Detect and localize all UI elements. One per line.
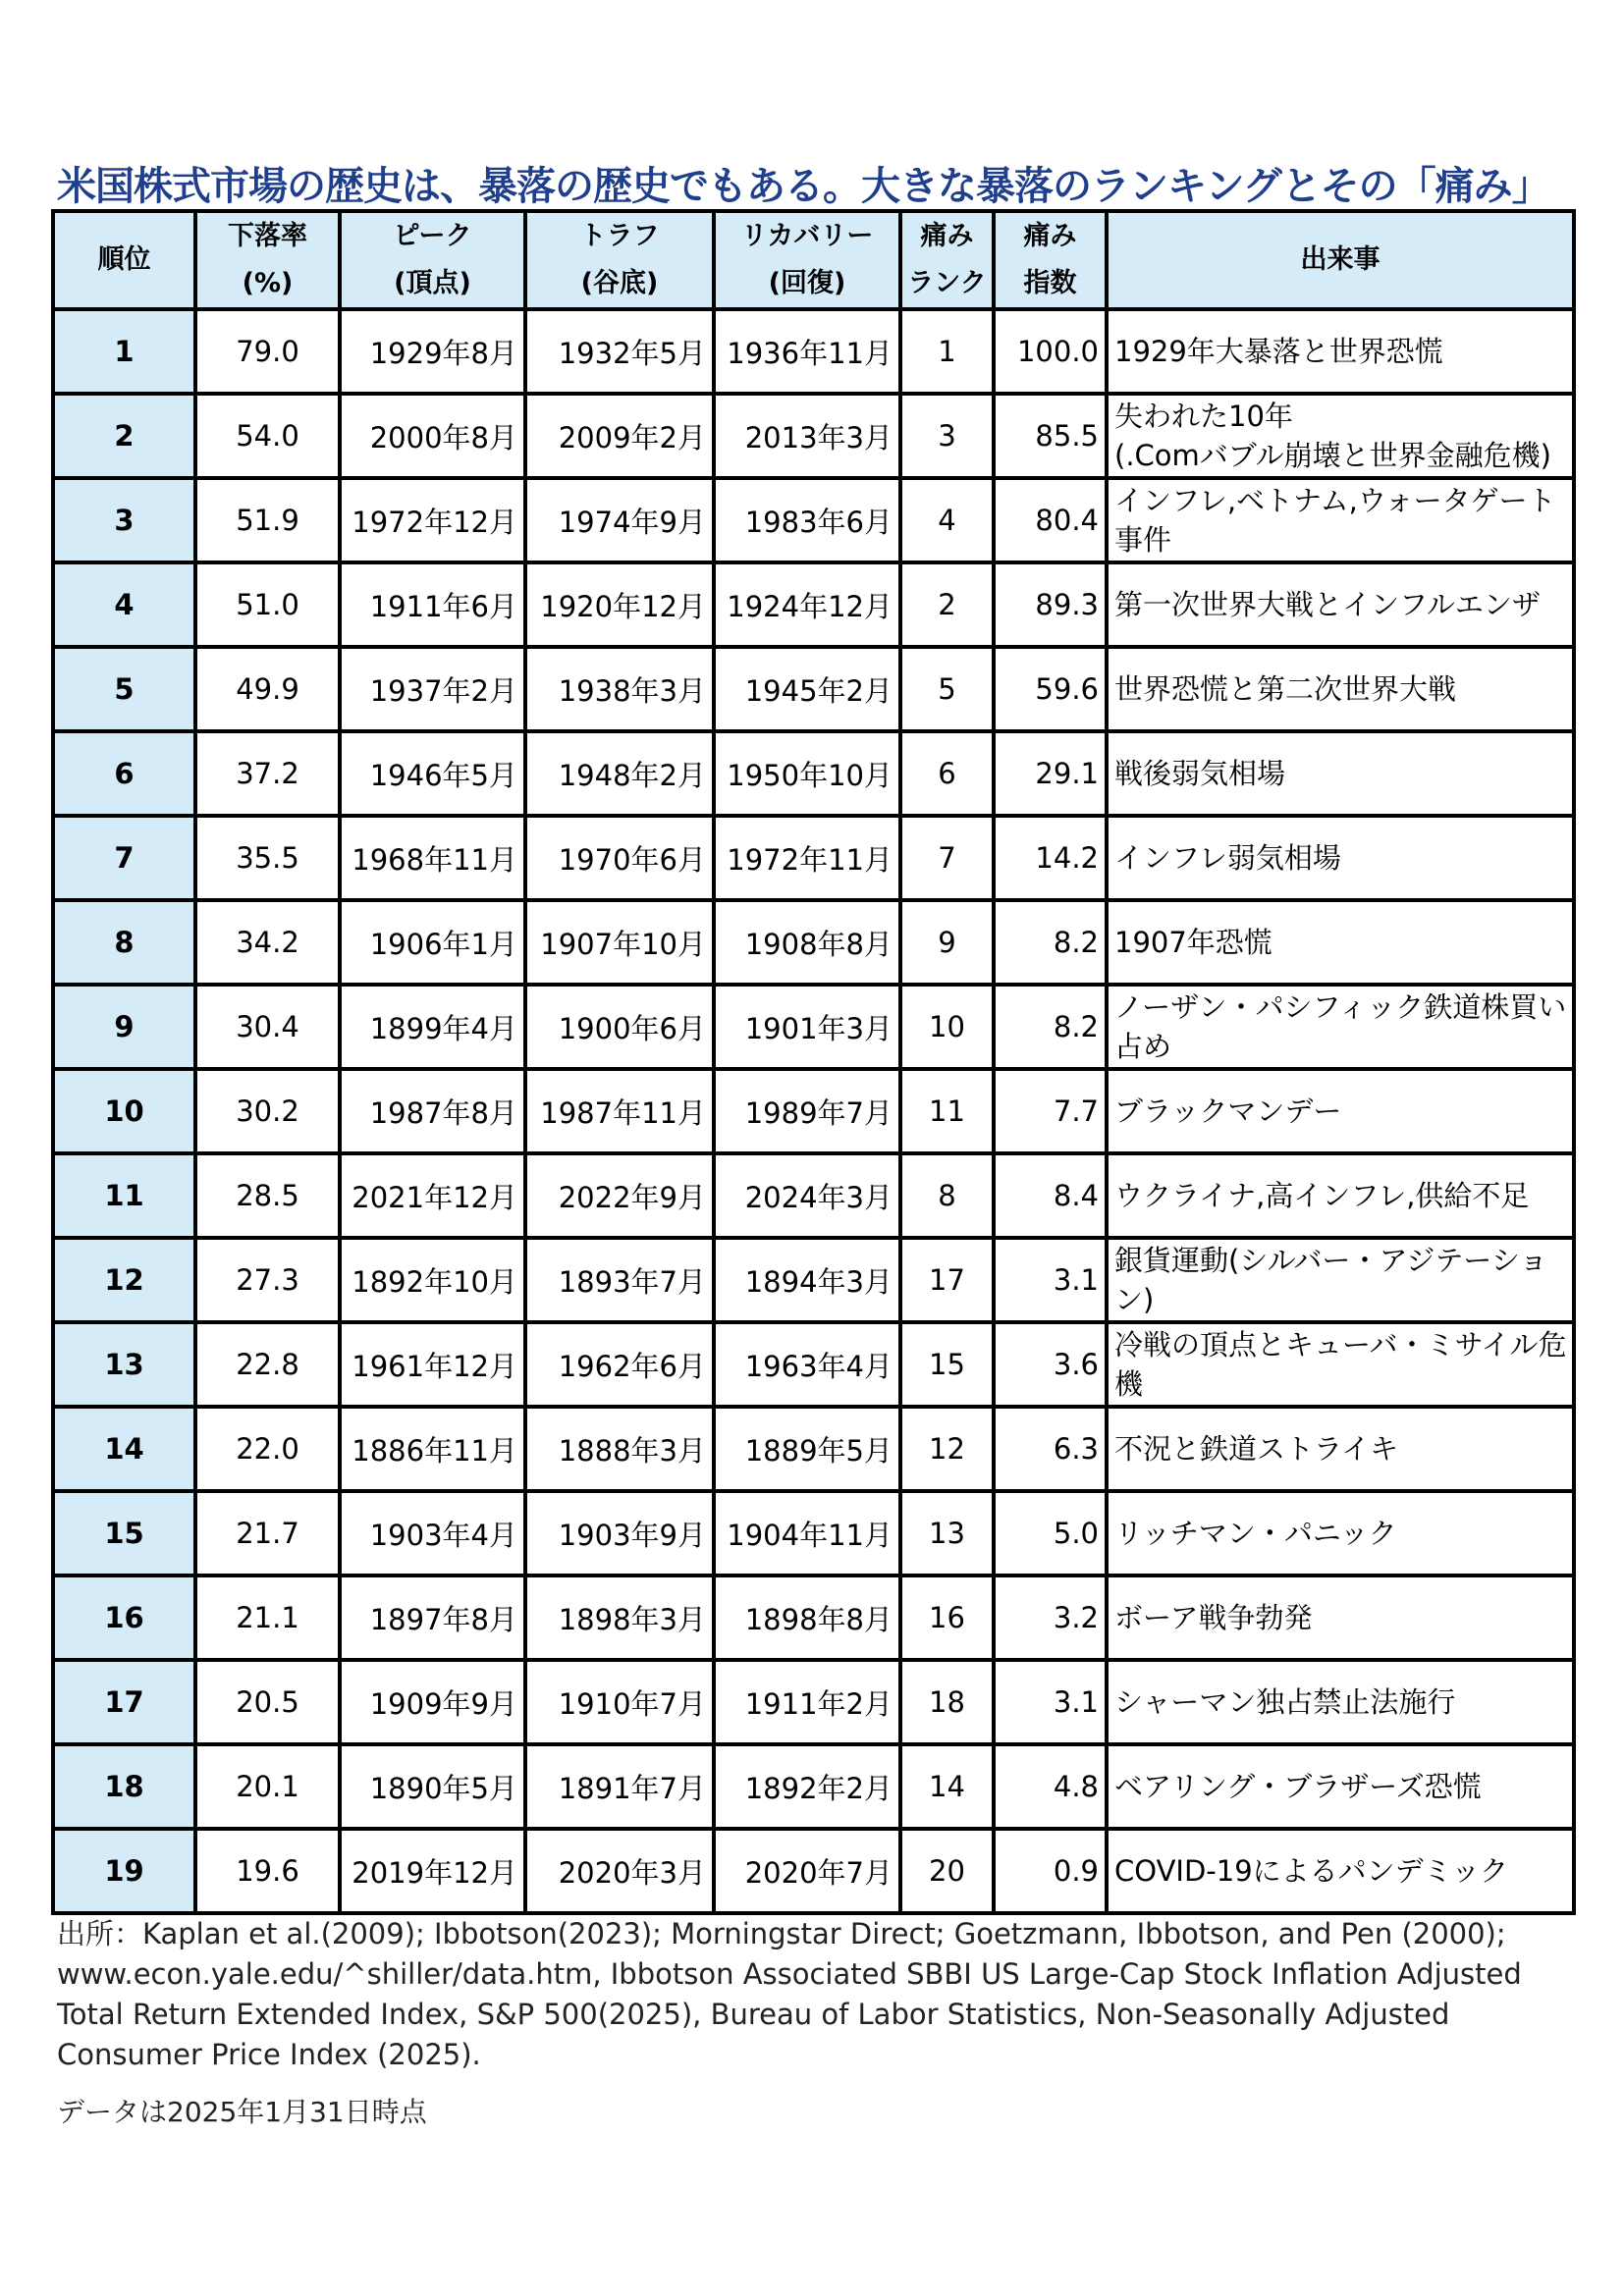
header-event: 出来事 bbox=[1107, 211, 1574, 309]
cell-trough: 1974年9月 bbox=[525, 478, 714, 562]
cell-trough: 1900年6月 bbox=[525, 985, 714, 1069]
table-row bbox=[53, 1322, 1574, 1407]
cell-pain-index: 89.3 bbox=[994, 562, 1107, 647]
cell-peak: 1946年5月 bbox=[340, 731, 525, 816]
cell-pain-index: 29.1 bbox=[994, 731, 1107, 816]
cell-recovery: 1972年11月 bbox=[714, 816, 900, 900]
cell-trough: 1932年5月 bbox=[525, 309, 714, 394]
cell-pain-index: 3.1 bbox=[994, 1660, 1107, 1744]
event-line: ブラックマンデー bbox=[1114, 1095, 1342, 1128]
cell-peak: 1899年4月 bbox=[340, 985, 525, 1069]
cell-recovery: 1911年2月 bbox=[714, 1660, 900, 1744]
cell-rank: 17 bbox=[53, 1660, 195, 1744]
cell-event bbox=[1107, 1069, 1574, 1153]
cell-pain-index: 8.4 bbox=[994, 1153, 1107, 1238]
cell-event bbox=[1107, 1322, 1574, 1407]
header-trough: トラフ (谷底) bbox=[525, 211, 714, 309]
cell-drop-percent: 22.8 bbox=[195, 1322, 340, 1407]
cell-recovery: 1898年8月 bbox=[714, 1575, 900, 1660]
cell-pain-rank: 1 bbox=[900, 309, 994, 394]
source-citation: 出所：Kaplan et al.(2009); Ibbotson(2023); Morningstar Direct; Goetzmann, Ibbotson, and Pen (2000); www.econ.yale.edu/^shiller/data.htm, Ibbotson Associated SBBI US Large-Cap Stock Inflation Adjusted Total Return Extended Index, S&P 500(2025), Bureau of Labor Statistics, Non-Seasonally Adjusted Consumer Price Index (2025). bbox=[57, 1917, 1522, 2071]
cell-recovery: 1908年8月 bbox=[714, 900, 900, 985]
cell-drop-percent: 51.0 bbox=[195, 562, 340, 647]
cell-trough: 1893年7月 bbox=[525, 1238, 714, 1322]
cell-pain-index: 8.2 bbox=[994, 985, 1107, 1069]
cell-pain-rank: 8 bbox=[900, 1153, 994, 1238]
cell-drop-percent: 22.0 bbox=[195, 1407, 340, 1491]
cell-peak: 1886年11月 bbox=[340, 1407, 525, 1491]
cell-event bbox=[1107, 816, 1574, 900]
cell-rank: 8 bbox=[53, 900, 195, 985]
cell-pain-index: 8.2 bbox=[994, 900, 1107, 985]
cell-event bbox=[1107, 394, 1574, 478]
cell-pain-rank: 15 bbox=[900, 1322, 994, 1407]
cell-recovery: 1904年11月 bbox=[714, 1491, 900, 1575]
cell-trough: 1920年12月 bbox=[525, 562, 714, 647]
cell-event bbox=[1107, 1153, 1574, 1238]
cell-trough: 1888年3月 bbox=[525, 1407, 714, 1491]
cell-pain-index: 7.7 bbox=[994, 1069, 1107, 1153]
cell-trough: 1987年11月 bbox=[525, 1069, 714, 1153]
cell-recovery: 2020年7月 bbox=[714, 1829, 900, 1913]
table-row bbox=[53, 478, 1574, 562]
event-line: COVID-19によるパンデミック bbox=[1114, 1854, 1509, 1888]
table-row bbox=[53, 394, 1574, 478]
cell-recovery: 1945年2月 bbox=[714, 647, 900, 731]
event-line: インフレ,ベトナム,ウォータゲート事件 bbox=[1114, 484, 1556, 557]
cell-recovery: 1894年3月 bbox=[714, 1238, 900, 1322]
cell-trough: 1948年2月 bbox=[525, 731, 714, 816]
cell-drop-percent: 54.0 bbox=[195, 394, 340, 478]
cell-drop-percent: 20.5 bbox=[195, 1660, 340, 1744]
cell-rank: 6 bbox=[53, 731, 195, 816]
cell-peak: 1897年8月 bbox=[340, 1575, 525, 1660]
cell-drop-percent: 51.9 bbox=[195, 478, 340, 562]
page-title: 米国株式市場の歴史は、暴落の歴史でもある。大きな暴落のランキングとその「痛み」 bbox=[57, 164, 1550, 209]
cell-recovery: 1989年7月 bbox=[714, 1069, 900, 1153]
table-row bbox=[53, 1660, 1574, 1744]
event-line: (.Comバブル崩壊と世界金融危機) bbox=[1114, 439, 1551, 472]
cell-pain-rank: 12 bbox=[900, 1407, 994, 1491]
event-line: インフレ弱気相場 bbox=[1114, 841, 1341, 875]
table-row bbox=[53, 900, 1574, 985]
cell-event bbox=[1107, 985, 1574, 1069]
cell-pain-index: 100.0 bbox=[994, 309, 1107, 394]
table-row bbox=[53, 309, 1574, 394]
cell-pain-rank: 9 bbox=[900, 900, 994, 985]
table-row bbox=[53, 1069, 1574, 1153]
cell-pain-index: 3.1 bbox=[994, 1238, 1107, 1322]
cell-trough: 1910年7月 bbox=[525, 1660, 714, 1744]
cell-pain-index: 5.0 bbox=[994, 1491, 1107, 1575]
cell-pain-rank: 7 bbox=[900, 816, 994, 900]
cell-trough: 1938年3月 bbox=[525, 647, 714, 731]
cell-pain-rank: 18 bbox=[900, 1660, 994, 1744]
cell-recovery: 1892年2月 bbox=[714, 1744, 900, 1829]
event-line: 銀貨運動(シルバー・アジテーション) bbox=[1114, 1244, 1548, 1316]
event-line: リッチマン・パニック bbox=[1114, 1517, 1397, 1550]
cell-peak: 1911年6月 bbox=[340, 562, 525, 647]
cell-rank: 3 bbox=[53, 478, 195, 562]
cell-drop-percent: 79.0 bbox=[195, 309, 340, 394]
crash-ranking-table bbox=[51, 209, 1576, 1915]
cell-trough: 2022年9月 bbox=[525, 1153, 714, 1238]
cell-pain-index: 4.8 bbox=[994, 1744, 1107, 1829]
cell-drop-percent: 37.2 bbox=[195, 731, 340, 816]
cell-peak: 1903年4月 bbox=[340, 1491, 525, 1575]
cell-peak: 1909年9月 bbox=[340, 1660, 525, 1744]
cell-pain-rank: 6 bbox=[900, 731, 994, 816]
cell-pain-index: 14.2 bbox=[994, 816, 1107, 900]
cell-peak: 2000年8月 bbox=[340, 394, 525, 478]
event-line: 1907年恐慌 bbox=[1114, 926, 1272, 959]
table-row bbox=[53, 1829, 1574, 1913]
cell-rank: 16 bbox=[53, 1575, 195, 1660]
cell-trough: 1970年6月 bbox=[525, 816, 714, 900]
cell-rank: 4 bbox=[53, 562, 195, 647]
table-row bbox=[53, 562, 1574, 647]
cell-drop-percent: 21.1 bbox=[195, 1575, 340, 1660]
cell-rank: 11 bbox=[53, 1153, 195, 1238]
cell-recovery: 1983年6月 bbox=[714, 478, 900, 562]
table-row bbox=[53, 1238, 1574, 1322]
cell-event bbox=[1107, 1744, 1574, 1829]
event-line: ボーア戦争勃発 bbox=[1114, 1601, 1313, 1634]
cell-trough: 1907年10月 bbox=[525, 900, 714, 985]
cell-recovery: 1901年3月 bbox=[714, 985, 900, 1069]
cell-pain-rank: 4 bbox=[900, 478, 994, 562]
cell-drop-percent: 35.5 bbox=[195, 816, 340, 900]
cell-event bbox=[1107, 647, 1574, 731]
cell-peak: 1968年11月 bbox=[340, 816, 525, 900]
cell-pain-index: 80.4 bbox=[994, 478, 1107, 562]
cell-event bbox=[1107, 1829, 1574, 1913]
table-body bbox=[53, 309, 1574, 1913]
event-line: 世界恐慌と第二次世界大戦 bbox=[1114, 672, 1457, 706]
table-row bbox=[53, 1575, 1574, 1660]
cell-pain-index: 59.6 bbox=[994, 647, 1107, 731]
header-rank: 順位 bbox=[53, 211, 195, 309]
cell-pain-rank: 20 bbox=[900, 1829, 994, 1913]
header-recovery: リカバリー (回復) bbox=[714, 211, 900, 309]
cell-pain-index: 0.9 bbox=[994, 1829, 1107, 1913]
data-date-note: データは2025年1月31日時点 bbox=[57, 2096, 427, 2128]
event-line: 失われた10年 bbox=[1114, 400, 1293, 433]
cell-rank: 19 bbox=[53, 1829, 195, 1913]
cell-rank: 12 bbox=[53, 1238, 195, 1322]
cell-trough: 2009年2月 bbox=[525, 394, 714, 478]
cell-peak: 2021年12月 bbox=[340, 1153, 525, 1238]
cell-drop-percent: 34.2 bbox=[195, 900, 340, 985]
cell-trough: 1898年3月 bbox=[525, 1575, 714, 1660]
cell-trough: 1962年6月 bbox=[525, 1322, 714, 1407]
cell-drop-percent: 49.9 bbox=[195, 647, 340, 731]
cell-pain-rank: 3 bbox=[900, 394, 994, 478]
event-line: 戦後弱気相場 bbox=[1114, 757, 1286, 790]
cell-event bbox=[1107, 1238, 1574, 1322]
event-line: シャーマン独占禁止法施行 bbox=[1114, 1685, 1456, 1719]
table-row bbox=[53, 731, 1574, 816]
cell-rank: 18 bbox=[53, 1744, 195, 1829]
cell-trough: 1903年9月 bbox=[525, 1491, 714, 1575]
table-row bbox=[53, 1491, 1574, 1575]
cell-pain-rank: 13 bbox=[900, 1491, 994, 1575]
cell-pain-rank: 17 bbox=[900, 1238, 994, 1322]
cell-recovery: 1936年11月 bbox=[714, 309, 900, 394]
cell-recovery: 1950年10月 bbox=[714, 731, 900, 816]
cell-event bbox=[1107, 1660, 1574, 1744]
cell-pain-rank: 5 bbox=[900, 647, 994, 731]
cell-rank: 1 bbox=[53, 309, 195, 394]
cell-pain-rank: 10 bbox=[900, 985, 994, 1069]
header-peak: ピーク (頂点) bbox=[340, 211, 525, 309]
cell-pain-index: 6.3 bbox=[994, 1407, 1107, 1491]
table-row bbox=[53, 647, 1574, 731]
event-line: 1929年大暴落と世界恐慌 bbox=[1114, 335, 1443, 368]
cell-pain-rank: 16 bbox=[900, 1575, 994, 1660]
table-row bbox=[53, 1407, 1574, 1491]
cell-peak: 1929年8月 bbox=[340, 309, 525, 394]
cell-drop-percent: 30.2 bbox=[195, 1069, 340, 1153]
cell-event bbox=[1107, 900, 1574, 985]
cell-event bbox=[1107, 478, 1574, 562]
event-line: ノーザン・パシフィック鉄道株買い占め bbox=[1114, 990, 1567, 1063]
cell-rank: 9 bbox=[53, 985, 195, 1069]
cell-drop-percent: 19.6 bbox=[195, 1829, 340, 1913]
cell-peak: 1961年12月 bbox=[340, 1322, 525, 1407]
cell-trough: 2020年3月 bbox=[525, 1829, 714, 1913]
header-drop: 下落率 (%) bbox=[195, 211, 340, 309]
table-row bbox=[53, 985, 1574, 1069]
cell-peak: 2019年12月 bbox=[340, 1829, 525, 1913]
cell-peak: 1890年5月 bbox=[340, 1744, 525, 1829]
cell-rank: 2 bbox=[53, 394, 195, 478]
cell-event bbox=[1107, 731, 1574, 816]
cell-peak: 1892年10月 bbox=[340, 1238, 525, 1322]
cell-pain-index: 3.6 bbox=[994, 1322, 1107, 1407]
table-row bbox=[53, 816, 1574, 900]
cell-drop-percent: 28.5 bbox=[195, 1153, 340, 1238]
cell-peak: 1937年2月 bbox=[340, 647, 525, 731]
cell-event bbox=[1107, 562, 1574, 647]
cell-pain-rank: 2 bbox=[900, 562, 994, 647]
cell-event bbox=[1107, 309, 1574, 394]
cell-rank: 10 bbox=[53, 1069, 195, 1153]
cell-rank: 7 bbox=[53, 816, 195, 900]
cell-rank: 15 bbox=[53, 1491, 195, 1575]
cell-event bbox=[1107, 1491, 1574, 1575]
cell-rank: 14 bbox=[53, 1407, 195, 1491]
cell-rank: 5 bbox=[53, 647, 195, 731]
cell-drop-percent: 30.4 bbox=[195, 985, 340, 1069]
cell-peak: 1906年1月 bbox=[340, 900, 525, 985]
header-pain-index: 痛み 指数 bbox=[994, 211, 1107, 309]
cell-recovery: 1924年12月 bbox=[714, 562, 900, 647]
cell-peak: 1987年8月 bbox=[340, 1069, 525, 1153]
event-line: 第一次世界大戦とインフルエンザ bbox=[1114, 588, 1541, 621]
cell-pain-rank: 11 bbox=[900, 1069, 994, 1153]
cell-recovery: 1889年5月 bbox=[714, 1407, 900, 1491]
event-line: ベアリング・ブラザーズ恐慌 bbox=[1114, 1770, 1482, 1803]
event-line: ウクライナ,高インフレ,供給不足 bbox=[1114, 1179, 1530, 1212]
cell-rank: 13 bbox=[53, 1322, 195, 1407]
cell-peak: 1972年12月 bbox=[340, 478, 525, 562]
cell-drop-percent: 27.3 bbox=[195, 1238, 340, 1322]
cell-drop-percent: 20.1 bbox=[195, 1744, 340, 1829]
cell-event bbox=[1107, 1407, 1574, 1491]
cell-event bbox=[1107, 1575, 1574, 1660]
cell-recovery: 2013年3月 bbox=[714, 394, 900, 478]
header-row bbox=[53, 211, 1574, 309]
cell-recovery: 2024年3月 bbox=[714, 1153, 900, 1238]
header-pain-rank: 痛み ランク bbox=[900, 211, 994, 309]
event-line: 冷戦の頂点とキューバ・ミサイル危機 bbox=[1114, 1328, 1567, 1401]
cell-pain-index: 3.2 bbox=[994, 1575, 1107, 1660]
cell-pain-index: 85.5 bbox=[994, 394, 1107, 478]
table-row bbox=[53, 1744, 1574, 1829]
cell-trough: 1891年7月 bbox=[525, 1744, 714, 1829]
cell-drop-percent: 21.7 bbox=[195, 1491, 340, 1575]
event-line: 不況と鉄道ストライキ bbox=[1114, 1432, 1399, 1466]
cell-pain-rank: 14 bbox=[900, 1744, 994, 1829]
cell-recovery: 1963年4月 bbox=[714, 1322, 900, 1407]
table-row bbox=[53, 1153, 1574, 1238]
